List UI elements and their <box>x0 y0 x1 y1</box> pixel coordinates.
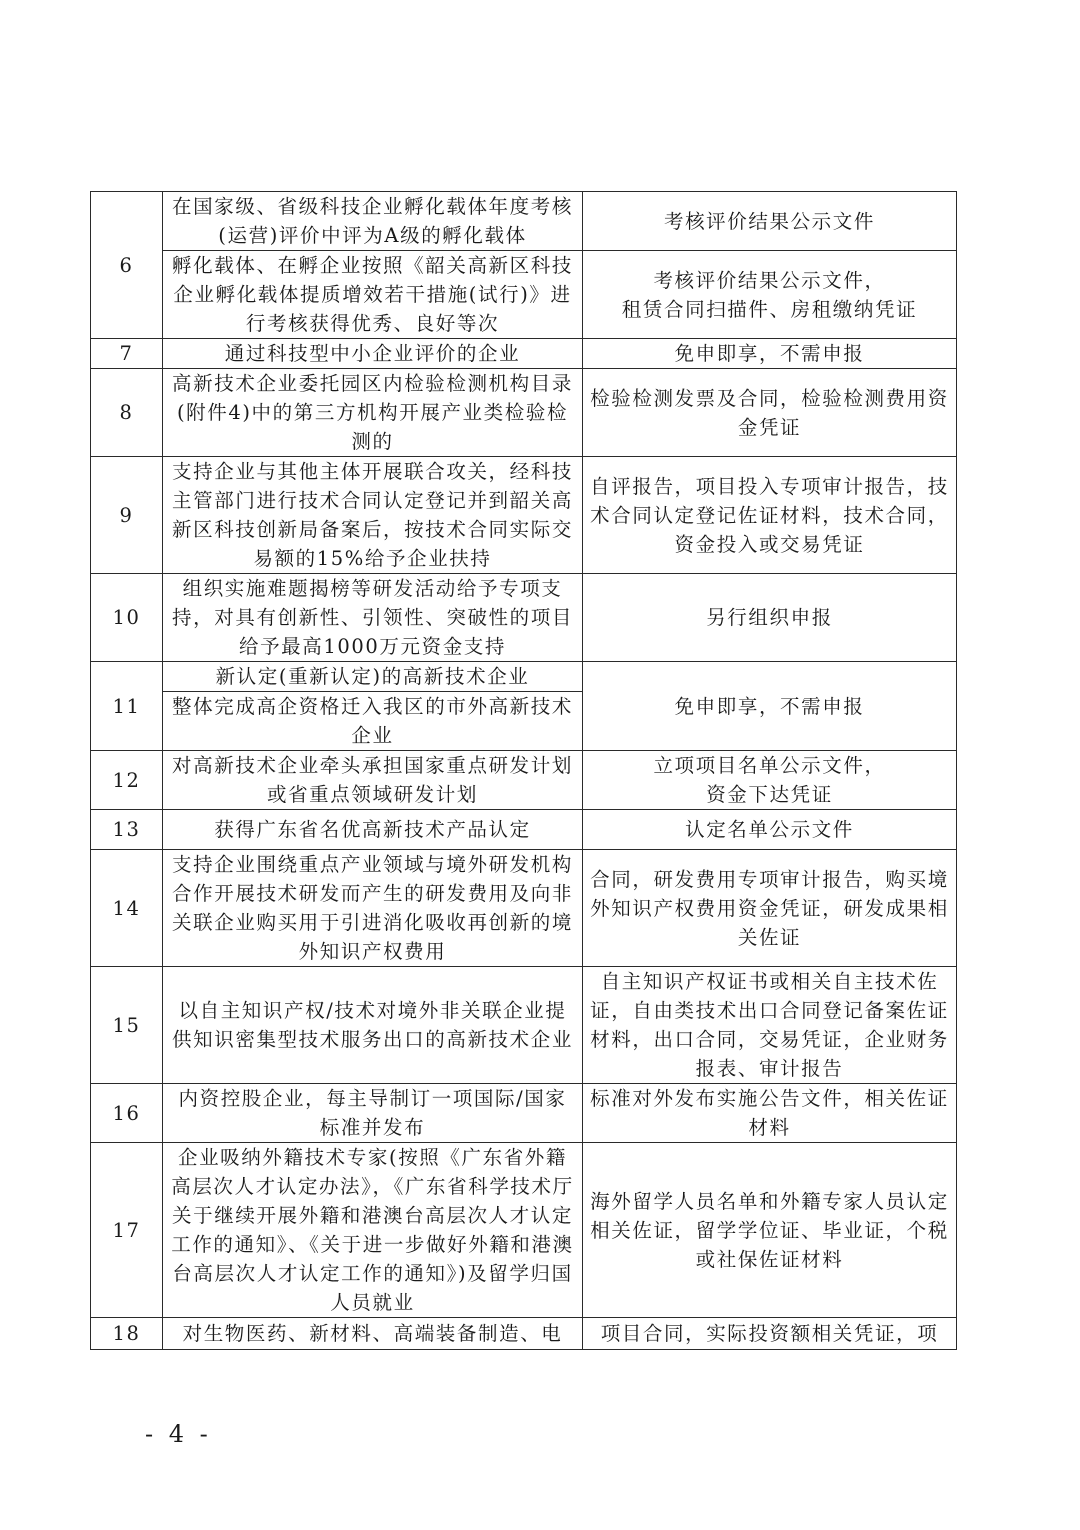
row-number: 7 <box>91 339 163 369</box>
condition-cell: 在国家级、省级科技企业孵化载体年度考核(运营)评价中评为A级的孵化载体 <box>163 192 583 251</box>
table-row <box>91 1143 957 1318</box>
condition-cell: 组织实施难题揭榜等研发活动给予专项支持，对具有创新性、引领性、突破性的项目给予最高1000万元资金支持 <box>163 574 583 662</box>
materials-cell: 认定名单公示文件 <box>583 810 957 850</box>
materials-cell: 合同，研发费用专项审计报告，购买境外知识产权费用资金凭证，研发成果相关佐证 <box>583 850 957 967</box>
materials-cell: 标准对外发布实施公告文件，相关佐证材料 <box>583 1084 957 1143</box>
table-row <box>91 192 957 251</box>
table-row <box>91 751 957 810</box>
table-row <box>91 1084 957 1143</box>
condition-cell: 企业吸纳外籍技术专家(按照《广东省外籍高层次人才认定办法》，《广东省科学技术厅关于继续开展外籍和港澳台高层次人才认定工作的通知》、《关于进一步做好外籍和港澳台高层次人才认定工作的通知》)及留学归国人员就业 <box>163 1143 583 1318</box>
condition-cell: 对高新技术企业牵头承担国家重点研发计划或省重点领域研发计划 <box>163 751 583 810</box>
table-row <box>91 850 957 967</box>
row-number: 9 <box>91 457 163 574</box>
condition-cell: 孵化载体、在孵企业按照《韶关高新区科技企业孵化载体提质增效若干措施(试行)》进行考核获得优秀、良好等次 <box>163 251 583 339</box>
materials-cell: 立项项目名单公示文件， 资金下达凭证 <box>583 751 957 810</box>
materials-cell: 自评报告，项目投入专项审计报告，技术合同认定登记佐证材料，技术合同，资金投入或交易凭证 <box>583 457 957 574</box>
materials-cell: 考核评价结果公示文件 <box>583 192 957 251</box>
row-number: 6 <box>91 192 163 339</box>
row-number: 16 <box>91 1084 163 1143</box>
condition-cell: 新认定(重新认定)的高新技术企业 <box>163 662 583 692</box>
row-number: 12 <box>91 751 163 810</box>
row-number: 18 <box>91 1318 163 1350</box>
row-number: 15 <box>91 967 163 1084</box>
row-number: 11 <box>91 662 163 751</box>
condition-cell: 通过科技型中小企业评价的企业 <box>163 339 583 369</box>
table-row <box>91 457 957 574</box>
table-row <box>91 967 957 1084</box>
materials-cell: 免申即享，不需申报 <box>583 662 957 751</box>
condition-cell: 以自主知识产权/技术对境外非关联企业提供知识密集型技术服务出口的高新技术企业 <box>163 967 583 1084</box>
table-row <box>91 662 957 692</box>
materials-cell: 考核评价结果公示文件， 租赁合同扫描件、房租缴纳凭证 <box>583 251 957 339</box>
materials-cell: 检验检测发票及合同，检验检测费用资金凭证 <box>583 369 957 457</box>
table-row <box>91 810 957 850</box>
table-row <box>91 574 957 662</box>
condition-cell: 获得广东省名优高新技术产品认定 <box>163 810 583 850</box>
table-row <box>91 369 957 457</box>
condition-cell: 支持企业围绕重点产业领域与境外研发机构合作开展技术研发而产生的研发费用及向非关联企业购买用于引进消化吸收再创新的境外知识产权费用 <box>163 850 583 967</box>
table-row <box>91 1318 957 1350</box>
materials-cell: 项目合同，实际投资额相关凭证，项 <box>583 1318 957 1350</box>
materials-cell: 自主知识产权证书或相关自主技术佐证，自由类技术出口合同登记备案佐证材料，出口合同，交易凭证，企业财务报表、审计报告 <box>583 967 957 1084</box>
materials-cell: 海外留学人员名单和外籍专家人员认定相关佐证，留学学位证、毕业证，个税或社保佐证材料 <box>583 1143 957 1318</box>
condition-cell: 对生物医药、新材料、高端装备制造、电 <box>163 1318 583 1350</box>
page-number: - 4 - <box>145 1420 212 1448</box>
condition-cell: 整体完成高企资格迁入我区的市外高新技术企业 <box>163 692 583 751</box>
materials-cell: 另行组织申报 <box>583 574 957 662</box>
table-row <box>91 251 957 339</box>
condition-cell: 支持企业与其他主体开展联合攻关，经科技主管部门进行技术合同认定登记并到韶关高新区科技创新局备案后，按技术合同实际交易额的15%给予企业扶持 <box>163 457 583 574</box>
row-number: 17 <box>91 1143 163 1318</box>
row-number: 14 <box>91 850 163 967</box>
row-number: 8 <box>91 369 163 457</box>
table-row <box>91 339 957 369</box>
row-number: 13 <box>91 810 163 850</box>
condition-cell: 内资控股企业，每主导制订一项国际/国家标准并发布 <box>163 1084 583 1143</box>
materials-cell: 免申即享，不需申报 <box>583 339 957 369</box>
row-number: 10 <box>91 574 163 662</box>
policy-table <box>90 191 957 1350</box>
condition-cell: 高新技术企业委托园区内检验检测机构目录(附件4)中的第三方机构开展产业类检验检测的 <box>163 369 583 457</box>
